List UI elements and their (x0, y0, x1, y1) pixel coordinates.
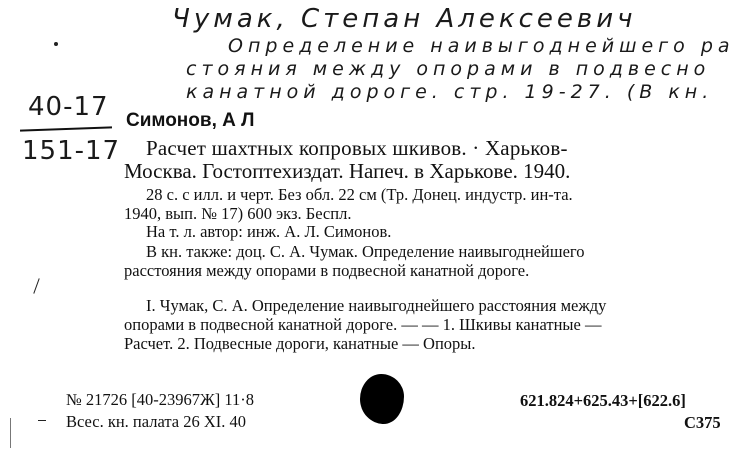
card-author: Симонов, А Л (126, 110, 255, 131)
handwritten-title-line: канатной дороге. стр. 19-27. (В кн. (186, 81, 714, 103)
card-chamber-date: Всес. кн. палата 26 XI. 40 (66, 412, 247, 431)
card-note: На т. л. автор: инж. А. Л. Симонов. (146, 222, 392, 241)
shelf-mark-divider (20, 126, 112, 131)
card-title-line: Москва. Гостоптехиздат. Напеч. в Харькове. 1940. (124, 159, 571, 183)
card-author-code: С375 (684, 413, 721, 432)
card-udc-index: 621.824+625.43+[622.6] (520, 391, 686, 410)
card-note: В кн. также: доц. С. А. Чумак. Определение наивыгоднейшего (146, 242, 585, 261)
ink-blot (360, 374, 404, 424)
card-description-line: 1940, вып. № 17) 600 экз. Беспл. (124, 204, 352, 223)
handwritten-shelf-mark: 151-17 (22, 136, 121, 166)
stray-mark (10, 418, 11, 448)
card-tracing-line: Расчет. 2. Подвесные дороги, канатные — Опоры. (124, 334, 476, 353)
stray-mark (54, 42, 58, 46)
card-tracing-line: I. Чумак, С. А. Определение наивыгоднейшего расстояния между (146, 296, 607, 315)
handwritten-title-line: Определение наивыгоднейшего ра (228, 35, 735, 57)
handwritten-title-line: стояния между опорами в подвесно (186, 58, 711, 80)
card-registration-number: № 21726 [40-23967Ж] 11·8 (66, 390, 255, 409)
stray-mark (38, 420, 46, 421)
handwritten-shelf-mark: 40-17 (28, 92, 109, 122)
handwritten-author-name: Чумак, Степан Алексеевич (172, 4, 637, 34)
card-title-line: Расчет шахтных копровых шкивов. · Харьков- (146, 136, 568, 160)
stray-mark (33, 278, 39, 293)
card-tracing-line: опорами в подвесной канатной дороге. — — 1. Шкивы канатные — (124, 315, 602, 334)
card-note: расстояния между опорами в подвесной канатной дороге. (124, 261, 530, 280)
card-description-line: 28 с. с илл. и черт. Без обл. 22 см (Тр. Донец. индустр. ин-та. (146, 185, 573, 204)
